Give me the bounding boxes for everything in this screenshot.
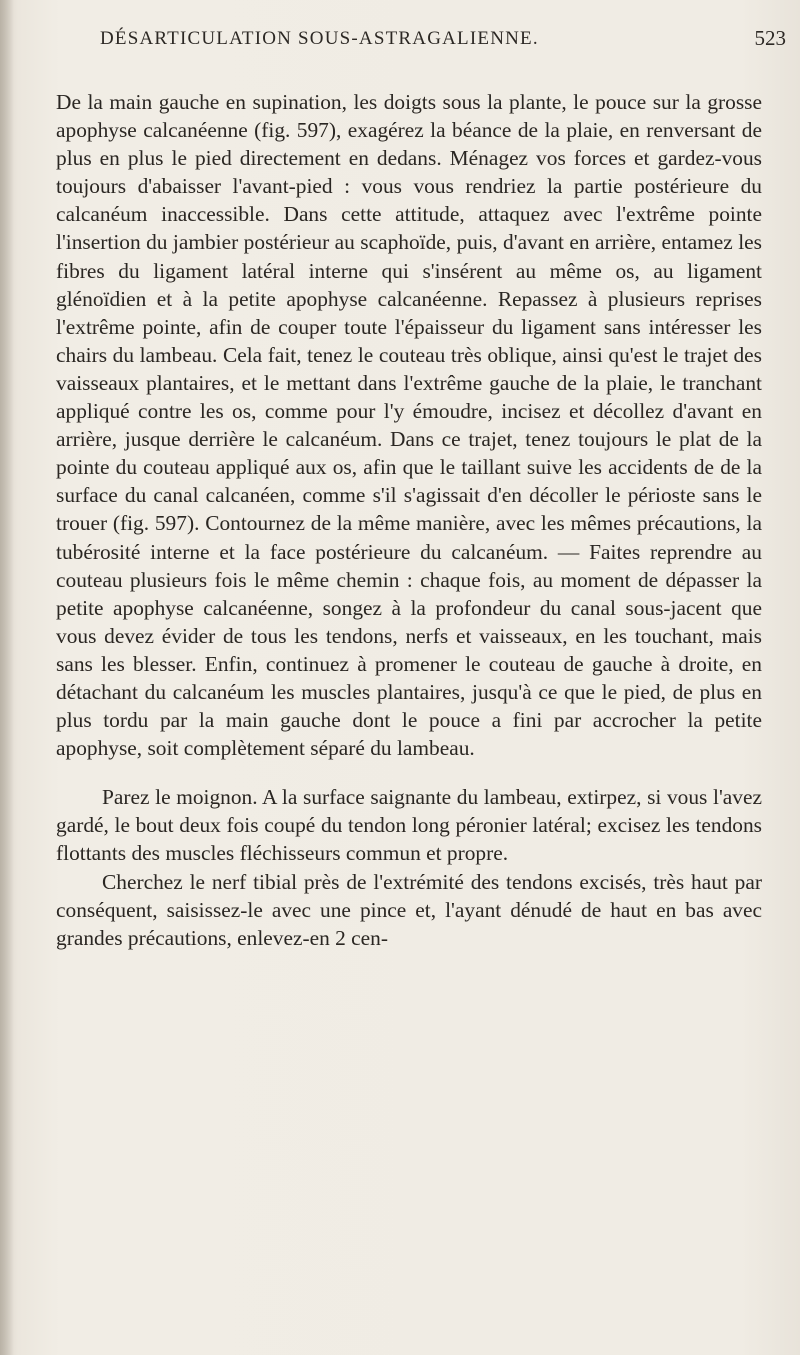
paragraph-3: Cherchez le nerf tibial près de l'extrémité des tendons excisés, très haut par conséquent, saisissez-le avec une pince et, l'ayant dénudé de haut en bas avec grandes précautions, enlevez-en 2 cen- bbox=[56, 869, 762, 950]
body-text bbox=[56, 88, 762, 952]
page-number: 523 bbox=[754, 26, 786, 50]
binding-shadow bbox=[0, 0, 14, 1355]
paragraph-1: De la main gauche en supination, les doigts sous la plante, le pouce sur la grosse apophyse calcanéenne (fig. 597), exagérez la béance de la plaie, en renversant de plus en plus le pied directement en dedans. Ménagez vos forces et gardez-vous toujours d'abaisser l'avant-pied : vous vous rendriez la partie postérieure du calcanéum inaccessible. Dans cette attitude, attaquez avec l'extrême pointe l'insertion du jambier postérieur au scaphoïde, puis, d'avant en arrière, entamez les fibres du ligament latéral interne qui s'insérent au même os, au ligament glénoïdien et à la petite apophyse calcanéenne. Repassez à plusieurs reprises l'extrême pointe, afin de couper toute l'épaisseur du ligament sans intéresser les chairs du lambeau. Cela fait, tenez le couteau très oblique, ainsi qu'est le trajet des vaisseaux plantaires, et le mettant dans l'extrême gauche de la plaie, le tranchant appliqué contre les os, comme pour l'y émoudre, incisez et décollez d'avant en arrière, jusque derrière le calcanéum. Dans ce trajet, tenez toujours le plat de la pointe du couteau appliqué aux os, afin que le taillant suive les accidents de de la surface du canal calcanéen, comme s'il s'agissait d'en décoller le périoste sans le trouer (fig. 597). Contournez de la même manière, avec les mêmes précautions, la tubérosité interne et la face postérieure du calcanéum. — Faites reprendre au couteau plusieurs fois le même chemin : chaque fois, au moment de dépasser la petite apophyse calcanéenne, songez à la profondeur du canal sous-jacent que vous devez évider de tous les tendons, nerfs et vaisseaux, en les touchant, mais sans les blesser. Enfin, continuez à promener le couteau de gauche à droite, en détachant du calcanéum les muscles plantaires, jusqu'à ce que le pied, de plus en plus tordu par la main gauche dont le pouce a fini par accrocher la petite apophyse, soit complètement séparé du lambeau. bbox=[56, 90, 762, 761]
page-header bbox=[100, 24, 790, 58]
paragraph-2: Parez le moignon. A la surface saignante du lambeau, extirpez, si vous l'avez gardé, le bout deux fois coupé du tendon long péronier latéral; excisez les tendons flottants des muscles fléchisseurs commun et propre. bbox=[56, 785, 762, 866]
running-head: DÉSARTICULATION SOUS-ASTRAGALIENNE. bbox=[100, 28, 539, 49]
